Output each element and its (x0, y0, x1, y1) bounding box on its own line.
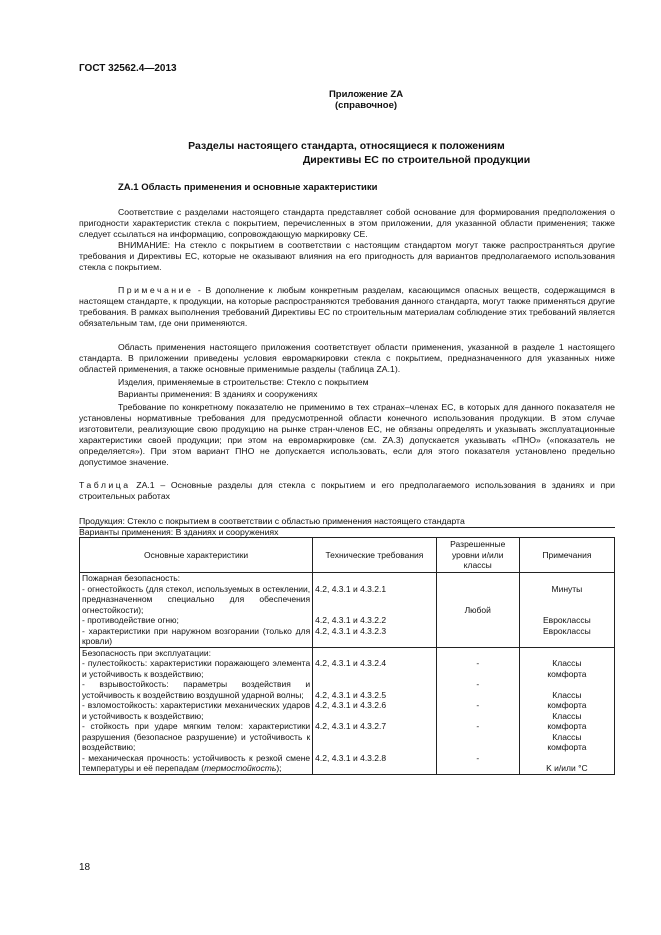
fire-note-1: Минуты (551, 583, 583, 594)
op-level-2: - (476, 679, 480, 689)
op-req-2: 4.2, 4.3.1 и 4.3.2.5 (315, 689, 387, 700)
table-intro-product: Продукция: Стекло с покрытием в соответствии с областью применения настоящего стандарта (79, 516, 465, 526)
header-characteristics: Основные характеристики (80, 538, 313, 573)
op-req-1: 4.2, 4.3.1 и 4.3.2.4 (315, 658, 387, 668)
op-row-5-italic: термостойкость (204, 763, 277, 773)
header-levels: Разрешенные уровни и/или классы (436, 538, 519, 573)
operation-safety-title: Безопасность при эксплуатации: (82, 647, 211, 658)
op-req-3: 4.2, 4.3.1 и 4.3.2.6 (315, 700, 387, 710)
paragraph-scope: Область применения настоящего приложения соответствует области применения, указанной в разделе 1 настоящего стандарта. В приложении приведены условия евромаркировки стекла с покрытием, предназначенного для указанных ниже областей применения, а также основные применимые разделы (таблица ZA.1). (79, 342, 615, 374)
fire-req-1: 4.2, 4.3.1 и 4.3.2.1 (315, 583, 387, 594)
fire-row-2: - противодействие огню; (82, 615, 179, 625)
operation-safety-notes (519, 647, 614, 774)
op-row-4: - стойкость при ударе мягким телом: характеристики разрушения (безопасное разрушение) и устойчивость к воздействию; (82, 721, 311, 752)
operation-safety-requirements (313, 647, 436, 774)
paragraph-variants: Варианты применения: В зданиях и сооружениях (118, 389, 318, 399)
op-level-1: - (476, 658, 480, 668)
op-note-2: Классы комфорта (547, 689, 587, 710)
fire-safety-characteristics (80, 573, 313, 648)
appendix-title: Приложение ZA (328, 89, 404, 100)
fire-note-3: Евроклассы (543, 625, 591, 636)
table-caption-text: ZA.1 – Основные разделы для стекла с покрытием и его предполагаемого использования в зданиях и при строительных работах (79, 480, 615, 501)
requirements-table (79, 537, 615, 775)
note-text: - В дополнение к любым конкретным разделам, касающимся опасных веществ, содержащимся в настоящем стандарте, к продукции, на которые распространяются требования данного стандарта, могут также применяться другие требования. В рамках выполнения требований Директивы ЕС по строительным материалам соблюдение этих требований является обязательным там, где они применяются. (79, 285, 615, 328)
table-caption-label: Таблица (79, 480, 131, 490)
title-line-2: Директивы ЕС по строительной продукции (302, 154, 531, 166)
op-row-2: - взрывостойкость: параметры воздействия и устойчивость к воздействию воздушной ударной волны; (82, 679, 311, 700)
header-requirements: Технические требования (313, 538, 436, 573)
fire-level: Любой (464, 604, 491, 615)
op-level-4: - (476, 721, 480, 731)
paragraph-attention: ВНИМАНИЕ: На стекло с покрытием в соответствии с настоящим стандартом могут также распространяться другие требования и Директивы ЕС, которые не оказывают влияния на его пригодность для вариантов предполагаемого использования стекла с покрытием. (79, 240, 615, 272)
op-req-5: 4.2, 4.3.1 и 4.3.2.8 (315, 752, 387, 763)
op-row-3: - взломостойкость: характеристики механических ударов и устойчивость к воздействию; (82, 700, 311, 721)
op-level-5: - (476, 752, 480, 763)
document-title (79, 139, 614, 167)
op-note-3: Классы комфорта (547, 710, 587, 731)
fire-note-2: Евроклассы (543, 615, 591, 625)
table-intro-variants: Варианты применения: В зданиях и сооружениях (79, 527, 279, 537)
title-line-1: Разделы настоящего стандарта, относящиеся к положениям (188, 140, 505, 152)
header-notes: Примечания (519, 538, 614, 573)
paragraph-products: Изделия, применяемые в строительстве: Стекло с покрытием (118, 377, 369, 387)
op-row-1: - пулестойкость: характеристики поражающего элемента и устойчивость к воздействию; (82, 658, 311, 679)
fire-row-3: - характеристики при наружном возгорании (только для кровли) (82, 625, 311, 646)
table-caption (79, 480, 615, 502)
table-row (80, 647, 615, 774)
op-req-4: 4.2, 4.3.1 и 4.3.2.7 (315, 721, 387, 731)
fire-row-1: - огнестойкость (для стекол, используемых в остеклении, предназначенном специально для обеспечения огнестойкости); (82, 583, 311, 615)
fire-safety-title: Пожарная безопасность: (82, 573, 181, 583)
fire-safety-levels (436, 573, 519, 648)
appendix-subtitle: (справочное) (334, 100, 398, 111)
op-level-3: - (476, 700, 480, 710)
paragraph-requirement: Требование по конкретному показателю не применимо в тех странах–членах ЕС, в которых для данного показателя не установлены нормативные требования для предусмотренной области конечного использования продукции. В этом случае изготовители, реализующие свою продукцию на рынке стран-членов ЕС, не обязаны определять и указывать эксплуатационные характеристики своей продукции; при этом на евромаркировке (см. ZA.3) допускается указывать «ПНО» («показатель не определяется»). При этом вариант ПНО не допускается использовать, если для этого показателя установлено предельно допустимое значение. (79, 402, 615, 467)
section-heading: ZA.1 Область применения и основные характеристики (118, 182, 378, 193)
op-note-1: Классы комфорта (547, 658, 587, 679)
op-note-4: Классы комфорта (547, 731, 587, 752)
operation-safety-levels (436, 647, 519, 774)
page-number: 18 (79, 862, 91, 873)
op-row-5: - механическая прочность: устойчивость к резкой смене температуры и её перепадам (термостойкость); (82, 752, 311, 773)
fire-safety-requirements (313, 573, 436, 648)
op-note-5: K и/или °C (546, 763, 588, 773)
fire-req-3: 4.2, 4.3.1 и 4.3.2.3 (315, 625, 387, 636)
paragraph-1: Соответствие с разделами настоящего стандарта представляет собой основание для формирования предположения о пригодности характеристик стекла с покрытием, перечисленных в этом приложении, для указанной области применения; также следует ссылаться на информацию, сопровождающую маркировку СЕ. (79, 207, 615, 239)
note-paragraph (79, 285, 615, 329)
fire-safety-notes (519, 573, 614, 648)
fire-req-2: 4.2, 4.3.1 и 4.3.2.2 (315, 615, 387, 625)
document-header: ГОСТ 32562.4—2013 (79, 63, 177, 74)
table-header-row (80, 538, 615, 573)
note-label: Примечание (118, 285, 194, 295)
operation-safety-characteristics (80, 647, 313, 774)
table-row (80, 573, 615, 648)
